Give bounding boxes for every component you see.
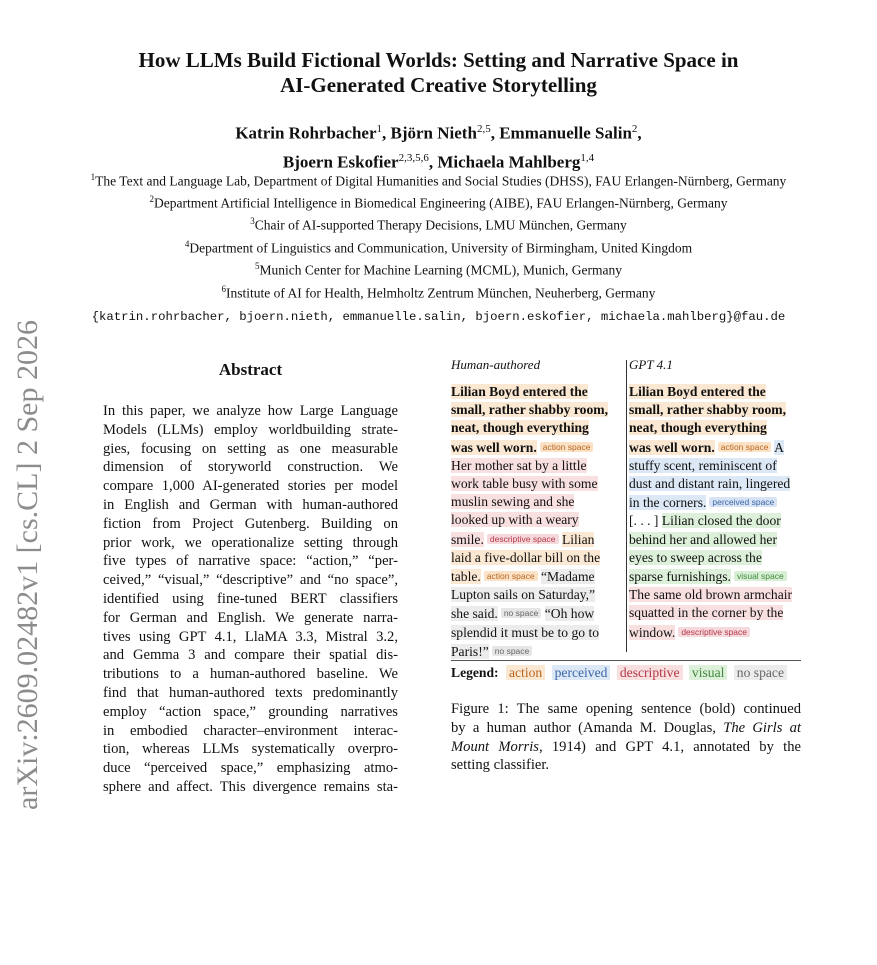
affiliation-text: Institute of AI for Health, Helmholtz Zentrum München, Neuherberg, Germany (226, 285, 656, 301)
story-text: window. (629, 624, 676, 640)
author-name: Bjoern Eskofier (282, 152, 399, 172)
legend-item-descriptive: descriptive (617, 665, 683, 680)
affiliation-text: The Text and Language Lab, Department of Digital Humanities and Social Studies (DHSS), FAU Erlangen-Nürnberg, Germany (95, 173, 787, 189)
space-tag: action space (540, 442, 594, 452)
story-text: Her mother sat by a little (451, 457, 587, 473)
affiliation-text: Department of Linguistics and Communication, University of Birmingham, United Kingdom (189, 240, 693, 256)
author-name: Björn Nieth (390, 123, 477, 143)
paper-title (60, 48, 817, 98)
story-text: in the corners. (629, 495, 707, 511)
abstract-body (103, 402, 398, 797)
author-sep: , (490, 123, 500, 143)
story-text: neat, though everything (451, 420, 589, 436)
affiliation-text: Department Artificial Intelligence in Biomedical Engineering (AIBE), FAU Erlangen-Nürnberg, Germany (154, 195, 728, 211)
space-tag: descriptive space (678, 627, 750, 637)
story-text: Lilian closed the door (661, 513, 781, 529)
space-tag: no space (492, 646, 533, 656)
caption-book-title: Mount Morris (451, 738, 539, 755)
author-sup: 2 (631, 123, 638, 135)
figure-legend (451, 665, 790, 681)
title-line: AI-Generated Creative Storytelling (280, 73, 597, 97)
abstract-heading: Abstract (218, 360, 283, 379)
gpt-column-label: GPT 4.1 (629, 357, 673, 372)
story-text: The same old brown armchair (629, 587, 793, 603)
affiliation-sup: 1 (90, 172, 96, 182)
legend-item-perceived: perceived (552, 665, 611, 680)
story-text: eyes to sweep across the (629, 549, 762, 565)
affiliation (40, 172, 837, 190)
caption-line (451, 719, 801, 738)
human-story (451, 383, 608, 661)
story-text: Lilian Boyd entered the (451, 384, 588, 399)
author-sup: 2,5 (476, 123, 491, 135)
space-tag: no space (501, 608, 542, 618)
story-text: sparse furnishings. (629, 569, 731, 585)
arxiv-stamp: arXiv:2609.02482v1 [cs.CL] 2 Sep 2026 (11, 320, 44, 810)
affiliation-sup: 6 (221, 284, 227, 294)
story-text: small, rather shabby room, (451, 402, 608, 418)
story-text: table. (451, 569, 481, 585)
abstract-line: tives using GPT 4.1, LlaMA 3.3, Mistral 3.2, (103, 628, 398, 645)
title-line: How LLMs Build Fictional Worlds: Setting and Narrative Space in (138, 48, 739, 72)
legend-label: Legend: (451, 665, 499, 680)
story-text: A (774, 439, 784, 455)
legend-item-action: action (506, 665, 545, 680)
abstract-line: Models (LLMs) employ worldbuilding strate- (103, 421, 398, 438)
abstract-line: tributions to a human-authored baseline. We (103, 666, 398, 683)
abstract-line: fiction from Project Gutenberg. Building on (103, 515, 398, 532)
story-text: splendid it must be to go to (451, 624, 600, 640)
abstract-line: in embodied character–environment interac- (103, 722, 398, 739)
story-text: “Oh how (544, 606, 595, 622)
author-sep: , (382, 123, 391, 143)
abstract-line: dimension of storyworld construction. We (103, 459, 398, 476)
affiliation-text: Chair of AI-supported Therapy Decisions, LMU München, Germany (254, 217, 627, 233)
caption-line: setting classifier. (451, 757, 550, 774)
space-tag: perceived space (709, 497, 777, 507)
caption-text: , 1914) and GPT 4.1, annotated by the (538, 738, 802, 755)
abstract-line: and Gemma 3 and compare their spatial dis- (103, 647, 398, 664)
story-text: dust and distant rain, lingered (629, 476, 791, 492)
story-text: squatted in the corner by the (629, 605, 784, 621)
caption-text: by a human author (Amanda M. Douglas, (451, 719, 724, 736)
affiliation (40, 284, 837, 302)
legend-item-no-space: no space (734, 665, 787, 680)
abstract-line: compare 1,000 AI-generated stories per model (103, 478, 398, 495)
story-text: neat, though everything (629, 420, 767, 436)
affiliation-sup: 3 (250, 216, 255, 226)
affiliation-sup: 4 (184, 239, 190, 249)
author-name: Katrin Rohrbacher (235, 123, 377, 143)
affiliation (40, 239, 837, 257)
author-sep: , (637, 123, 642, 143)
author-list (60, 117, 817, 174)
abstract-line: duce “perceived space,” emphasizing atmo- (103, 760, 398, 777)
affiliation-sup: 5 (254, 261, 260, 271)
story-text: looked up with a weary (451, 512, 579, 528)
figure-caption (451, 700, 801, 775)
story-text: was well worn. (629, 439, 715, 455)
abstract-line: prior work, we operationalize setting through (103, 534, 398, 551)
abstract-line: In this paper, we analyze how Large Language (103, 403, 398, 419)
story-text: was well worn. (451, 439, 537, 455)
abstract-line: for German and English. We generate narra- (103, 609, 398, 626)
abstract-line: in English and German with human-authored (103, 496, 398, 513)
author-sup: 1 (376, 123, 383, 135)
abstract-line: five types of narrative space: “action,” “per- (103, 553, 398, 570)
author-emails: {katrin.rohrbacher, bjoern.nieth, emmanuelle.salin, bjoern.eskofier, michaela.mahlberg}@fau.de (91, 310, 786, 324)
story-text: muslin sewing and she (451, 494, 575, 510)
caption-line: Figure 1: The same opening sentence (bold) continued (451, 701, 801, 717)
abstract-line: find that human-authored texts predominantly (103, 684, 398, 701)
affiliation (40, 216, 837, 234)
gpt-story (629, 383, 792, 642)
story-text: Lilian Boyd entered the (629, 384, 766, 399)
story-text: stuffy scent, reminiscent of (629, 457, 777, 473)
ellipsis: [. . . ] (629, 513, 659, 529)
author-sup: 2,3,5,6 (398, 151, 429, 164)
affiliation-text: Munich Center for Machine Learning (MCML), Munich, Germany (259, 262, 623, 278)
story-text: she said. (451, 606, 498, 622)
abstract-line: identified using fine-tuned BERT classifiers (103, 590, 398, 607)
abstract-line: employ “action space,” grounding narratives (103, 703, 398, 720)
story-text: small, rather shabby room, (629, 402, 786, 418)
legend-rule (451, 660, 801, 661)
column-divider (626, 360, 627, 652)
space-tag: visual space (734, 571, 787, 581)
affiliation (40, 194, 837, 212)
legend-item-visual: visual (689, 665, 727, 680)
story-text: Lupton sails on Saturday,” (451, 587, 596, 603)
human-column-label: Human-authored (451, 357, 541, 372)
caption-line (451, 738, 801, 757)
story-text: “Madame (540, 569, 595, 585)
story-text: work table busy with some (451, 476, 598, 492)
space-tag: action space (484, 571, 538, 581)
story-text: behind her and allowed her (629, 531, 777, 547)
story-text: Paris!” (451, 643, 489, 659)
story-text: Lilian (561, 531, 595, 547)
space-tag: action space (718, 442, 772, 452)
affiliation-sup: 2 (149, 194, 155, 204)
story-text: laid a five-dollar bill on the (451, 549, 601, 565)
author-name: Michaela Mahlberg (437, 152, 581, 172)
author-sup: 1,4 (580, 151, 595, 164)
abstract-line: gies, focusing on setting as one measurable (103, 440, 398, 457)
abstract-line: sphere and affect. This divergence remains sta- (103, 778, 398, 795)
story-text: smile. (451, 531, 484, 547)
author-name: Emmanuelle Salin (499, 123, 632, 143)
caption-book-title: The Girls at (723, 719, 801, 736)
abstract-line: tion, whereas LLMs systematically overpro- (103, 741, 398, 758)
affiliation (40, 261, 837, 279)
space-tag: descriptive space (487, 534, 559, 544)
abstract-line: ceived,” “visual,” “descriptive” and “no space”, (103, 572, 398, 589)
author-sep: , (428, 152, 438, 172)
